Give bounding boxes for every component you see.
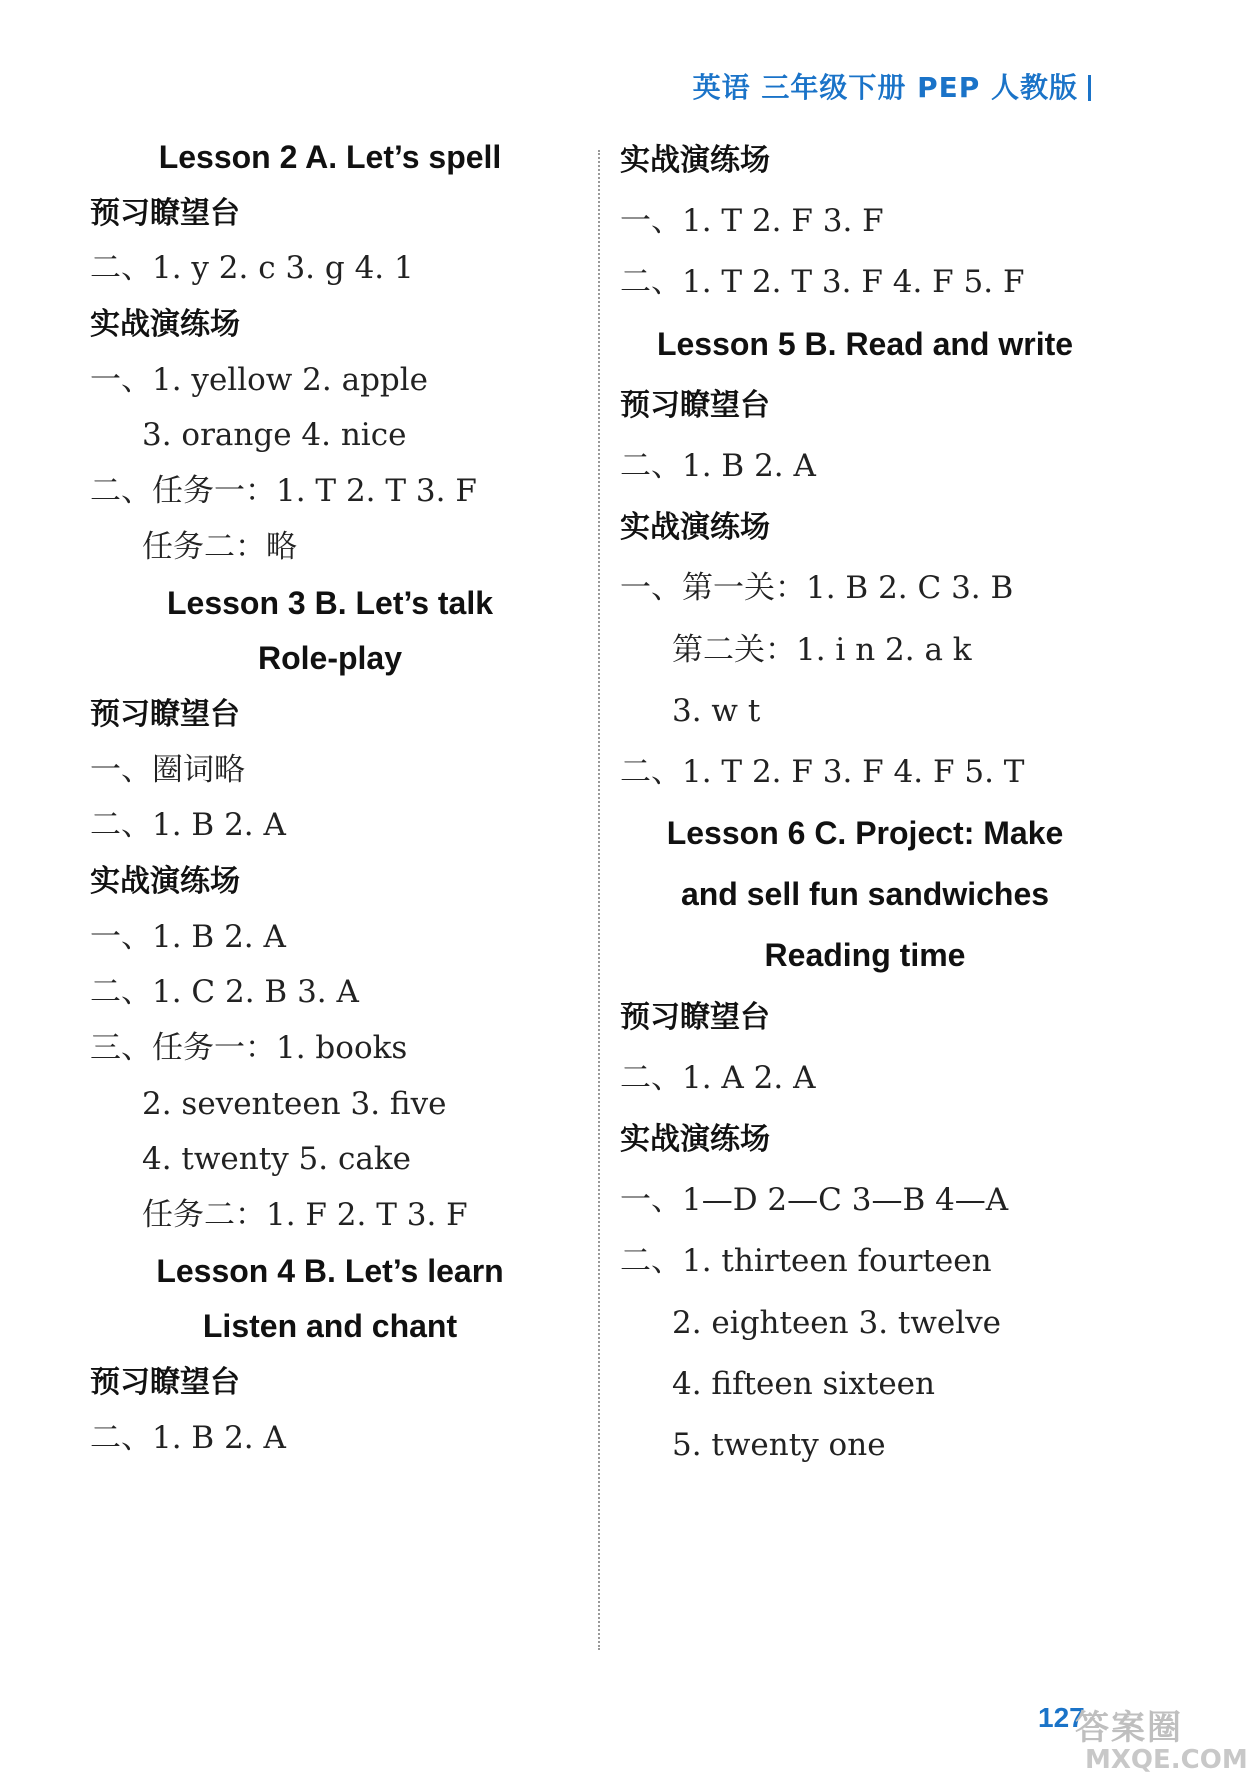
left-column xyxy=(90,130,570,1467)
section-heading: 预习瞭望台 xyxy=(620,387,770,423)
answer-line: 一、圈词略 xyxy=(90,751,245,788)
section-heading: 预习瞭望台 xyxy=(90,696,240,732)
lesson-heading: Lesson 2 A. Let’s spell xyxy=(158,139,502,175)
column-divider xyxy=(598,150,600,1650)
answer-line: 2. eighteen 3. twelve xyxy=(672,1304,1002,1341)
answer-line: 二、任务一：1. T 2. T 3. F xyxy=(90,473,477,510)
answer-line: 一、1—D 2—C 3—B 4—A xyxy=(620,1182,1009,1219)
answer-line: 3. orange 4. nice xyxy=(142,417,407,454)
section-heading: 实战演练场 xyxy=(90,863,240,899)
watermark-url: MXQE.COM xyxy=(1085,1745,1248,1775)
section-heading: 预习瞭望台 xyxy=(90,195,240,231)
answer-line: 一、第一关：1. B 2. C 3. B xyxy=(620,570,1014,607)
watermark-logo: 答案圈 xyxy=(1075,1708,1183,1748)
answer-line: 4. twenty 5. cake xyxy=(142,1141,411,1178)
header-title: 英语 三年级下册 PEP 人教版 xyxy=(692,71,1078,104)
lesson-heading: and sell fun sandwiches xyxy=(680,876,1050,913)
lesson-heading: Lesson 3 B. Let’s talk xyxy=(166,584,494,621)
answer-line: 一、1. T 2. F 3. F xyxy=(620,203,884,240)
section-heading: 实战演练场 xyxy=(620,143,770,178)
answer-line: 二、1. thirteen fourteen xyxy=(620,1243,992,1280)
lesson-heading: Listen and chant xyxy=(202,1308,458,1345)
answer-line: 5. twenty one xyxy=(672,1426,886,1463)
answer-line: 3. w t xyxy=(672,692,761,729)
section-heading: 预习瞭望台 xyxy=(90,1365,240,1401)
answer-line: 二、1. A 2. A xyxy=(620,1059,816,1096)
page-number: 127 xyxy=(1038,1702,1085,1733)
answer-line: 一、1. B 2. A xyxy=(90,918,286,955)
answer-line: 2. seventeen 3. five xyxy=(142,1085,447,1122)
answer-line: 二、1. C 2. B 3. A xyxy=(90,974,359,1011)
answer-line: 一、1. yellow 2. apple xyxy=(90,361,429,398)
lesson-heading: Reading time xyxy=(764,937,966,974)
answer-line: 任务二：1. F 2. T 3. F xyxy=(142,1197,468,1234)
answer-line: 二、1. T 2. T 3. F 4. F 5. F xyxy=(620,264,1025,301)
lesson-heading: Lesson 4 B. Let’s learn xyxy=(156,1252,504,1289)
lesson-heading: Role-play xyxy=(257,640,403,677)
answer-line: 二、1. B 2. A xyxy=(90,807,286,844)
answer-line: 三、任务一：1. books xyxy=(90,1030,408,1066)
lesson-heading: Lesson 6 C. Project: Make xyxy=(666,815,1064,852)
section-heading: 预习瞭望台 xyxy=(620,999,770,1035)
header-bar xyxy=(1088,75,1091,101)
answer-line: 二、1. B 2. A xyxy=(620,447,816,484)
answer-line: 二、1. T 2. F 3. F 4. F 5. T xyxy=(620,753,1025,790)
lesson-heading: Lesson 5 B. Read and write xyxy=(656,325,1074,362)
answer-line: 二、1. y 2. c 3. g 4. 1 xyxy=(90,250,414,287)
section-heading: 实战演练场 xyxy=(620,1122,770,1157)
answer-line: 任务二：略 xyxy=(142,528,297,565)
answer-line: 4. fifteen sixteen xyxy=(672,1365,935,1402)
right-column xyxy=(620,130,1110,1476)
section-heading: 实战演练场 xyxy=(620,510,770,546)
section-heading: 实战演练场 xyxy=(90,307,240,343)
answer-line: 第二关：1. i n 2. a k xyxy=(672,631,972,668)
answer-line: 二、1. B 2. A xyxy=(90,1419,286,1456)
page-header xyxy=(693,66,1091,106)
